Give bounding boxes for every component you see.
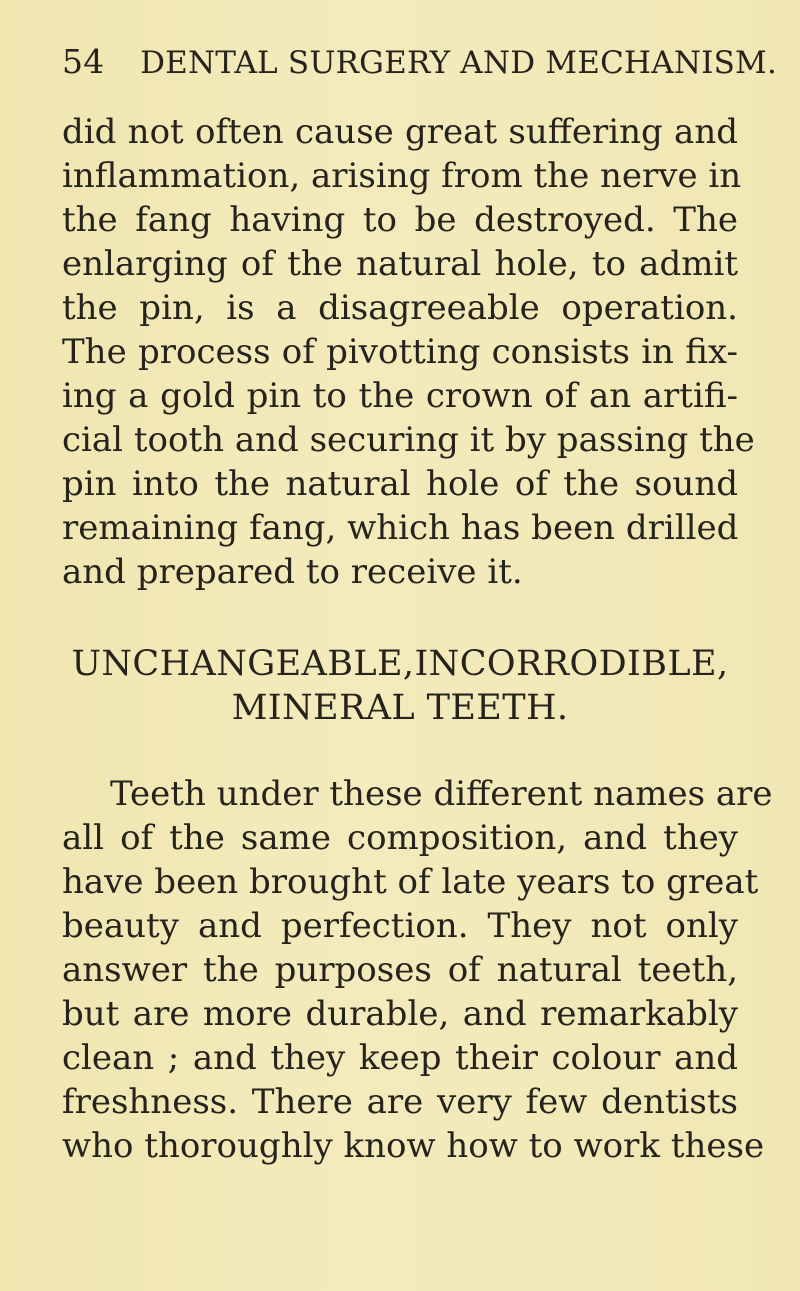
text-line: enlarging of the natural hole, to admit — [62, 244, 738, 284]
running-head — [62, 42, 778, 82]
text-line: did not often cause great suffering and — [62, 112, 738, 152]
text-line: freshness. There are very few dentists — [62, 1082, 738, 1122]
text-line: The process of pivotting consists in fix- — [62, 332, 738, 372]
section-heading — [62, 642, 738, 730]
text-line: and prepared to receive it. — [62, 552, 523, 592]
text-line: remaining fang, which has been drilled — [62, 508, 739, 548]
text-line: but are more durable, and remarkably — [62, 994, 738, 1034]
text-line: cial tooth and securing it by passing the — [62, 420, 755, 460]
text-line: have been brought of late years to great — [62, 862, 759, 902]
body-paragraph-2 — [62, 772, 773, 1168]
text-line: clean ; and they keep their colour and — [62, 1038, 738, 1078]
text-line: ing a gold pin to the crown of an artifi- — [62, 376, 738, 416]
heading-line: UNCHANGEABLE,INCORRODIBLE, — [71, 644, 729, 684]
heading-line: MINERAL TEETH. — [231, 688, 569, 728]
text-line: inflammation, arising from the nerve in — [62, 156, 742, 196]
page-number: 54 — [62, 42, 105, 81]
text-line: all of the same composition, and they — [62, 818, 738, 858]
text-line: answer the purposes of natural teeth, — [62, 950, 738, 990]
text-line: beauty and perfection. They not only — [62, 906, 738, 946]
body-paragraph-1 — [62, 110, 755, 594]
text-line: pin into the natural hole of the sound — [62, 464, 738, 504]
text-line: the fang having to be destroyed. The — [62, 200, 738, 240]
text-line: Teeth under these different names are — [110, 774, 773, 814]
running-title: DENTAL SURGERY AND MECHANISM. — [140, 45, 778, 81]
text-line: the pin, is a disagreeable operation. — [62, 288, 738, 328]
text-line: who thoroughly know how to work these — [62, 1126, 765, 1166]
